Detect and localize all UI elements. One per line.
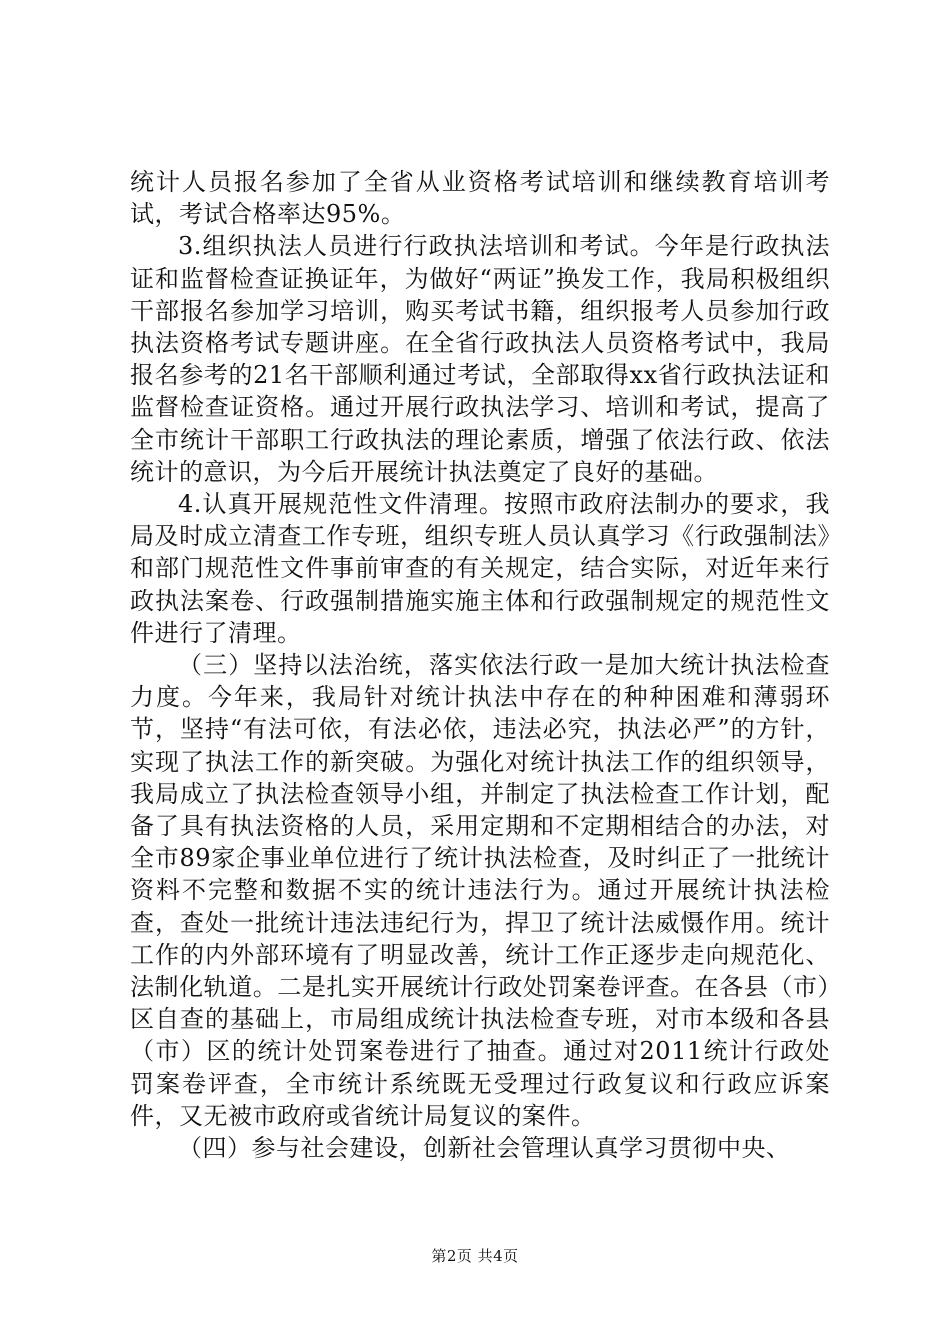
paragraph-section-4: （四）参与社会建设，创新社会管理认真学习贯彻中央、 (178, 1134, 791, 1163)
document-body (130, 166, 830, 1164)
paragraph-item-4: 4.认真开展规范性文件清理。按照市政府法制办的要求，我局及时成立清查工作专班，组织专班人员认真学习《行政强制法》和部门规范性文件事前审查的有关规定，结合实际，对近年来行政执法案卷、行政强制措施实施主体和行政强制规定的规范性文件进行了清理。 (130, 490, 830, 647)
paragraph-item-3: 3.组织执法人员进行行政执法培训和考试。今年是行政执法证和监督检查证换证年，为做好“两证”换发工作，我局积极组织干部报名参加学习培训，购买考试书籍，组织报考人员参加行政执法资格考试专题讲座。在全省行政执法人员资格考试中，我局报名参考的21名干部顺利通过考试，全部取得xx省行政执法证和监督检查证资格。通过开展行政执法学习、培训和考试，提高了全市统计干部职工行政执法的理论素质，增强了依法行政、依法统计的意识，为今后开展统计执法奠定了良好的基础。 (130, 232, 830, 486)
paragraph-continuation: 统计人员报名参加了全省从业资格考试培训和继续教育培训考试，考试合格率达95%。 (130, 168, 830, 229)
paragraph-section-3: （三）坚持以法治统，落实依法行政一是加大统计执法检查力度。今年来，我局针对统计执法中存在的种种困难和薄弱环节，坚持“有法可依，有法必依，违法必究，执法必严”的方针，实现了执法工作的新突破。为强化对统计执法工作的组织领导，我局成立了执法检查领导小组，并制定了执法检查工作计划，配备了具有执法资格的人员，采用定期和不定期相结合的办法，对全市89家企事业单位进行了统计执法检查，及时纠正了一批统计资料不完整和数据不实的统计违法行为。通过开展统计执法检查，查处一批统计违法违纪行为，捍卫了统计法威慑作用。统计工作的内外部环境有了明显改善，统计工作正逐步走向规范化、法制化轨道。二是扎实开展统计行政处罚案卷评查。在各县（市）区自查的基础上，市局组成统计执法检查专班，对市本级和各县（市）区的统计处罚案卷进行了抽查。通过对2011统计行政处罚案卷评查，全市统计系统既无受理过行政复议和行政应诉案件，又无被市政府或省统计局复议的案件。 (130, 651, 830, 1130)
page-footer (0, 1245, 950, 1266)
page-number: 第2页 共4页 (431, 1247, 519, 1265)
